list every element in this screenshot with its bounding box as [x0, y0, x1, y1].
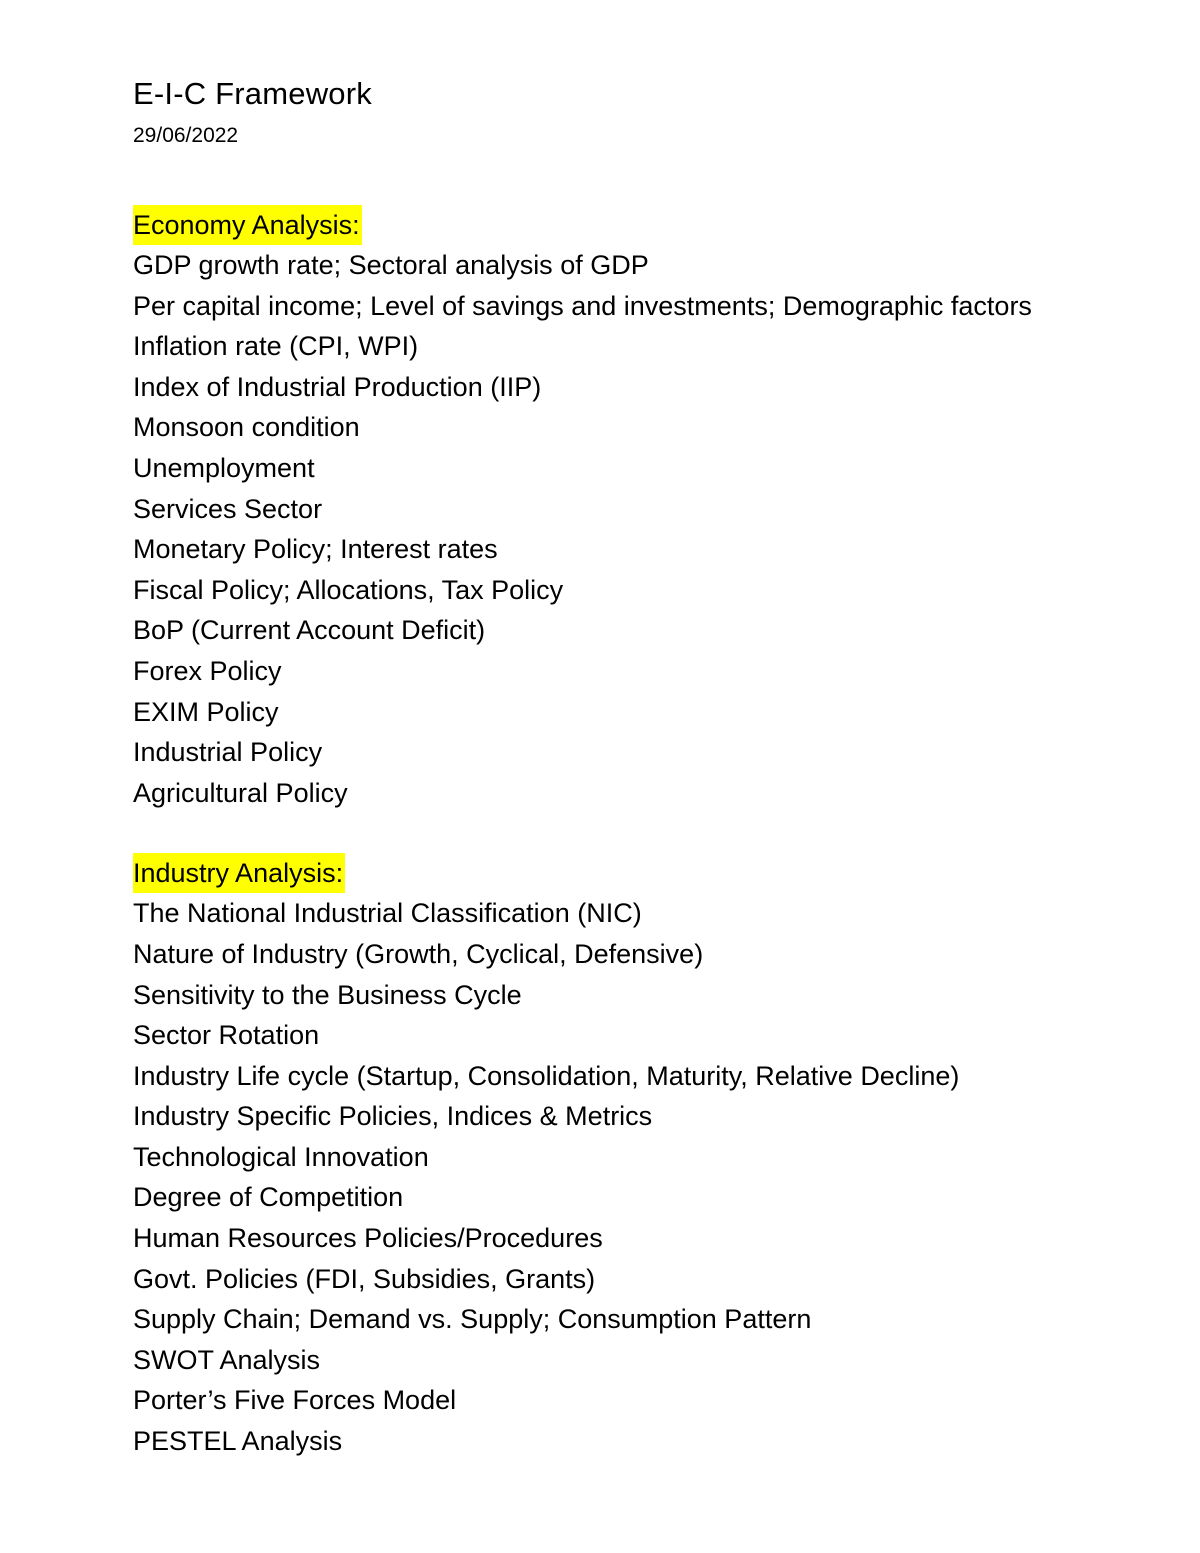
list-item: PESTEL Analysis	[133, 1426, 343, 1457]
list-item: Sector Rotation	[133, 1020, 320, 1051]
list-item: Inflation rate (CPI, WPI)	[133, 331, 419, 362]
list-item: Index of Industrial Production (IIP)	[133, 371, 542, 402]
list-item: SWOT Analysis	[133, 1344, 321, 1375]
list-item: Degree of Competition	[133, 1182, 404, 1213]
list-item: Services Sector	[133, 493, 323, 524]
list-item: Human Resources Policies/Procedures	[133, 1223, 603, 1254]
industry-analysis-heading: Industry Analysis:	[133, 853, 345, 893]
document-body	[133, 74, 1183, 1462]
list-item: Per capital income; Level of savings and investments; Demographic factors	[133, 290, 1032, 321]
list-item: EXIM Policy	[133, 696, 279, 727]
list-item: Monetary Policy; Interest rates	[133, 534, 498, 565]
list-item: BoP (Current Account Deficit)	[133, 615, 486, 646]
list-item: Nature of Industry (Growth, Cyclical, Defensive)	[133, 938, 704, 969]
list-item: GDP growth rate; Sectoral analysis of GDP	[133, 250, 649, 280]
economy-analysis-heading: Economy Analysis:	[133, 205, 362, 245]
document-title: E-I-C Framework	[133, 76, 372, 111]
list-item: Agricultural Policy	[133, 777, 348, 808]
document-date: 29/06/2022	[133, 124, 239, 147]
list-item: Fiscal Policy; Allocations, Tax Policy	[133, 574, 564, 605]
economy-analysis-section	[133, 205, 1183, 813]
list-item: Govt. Policies (FDI, Subsidies, Grants)	[133, 1263, 596, 1294]
list-item: Porter’s Five Forces Model	[133, 1385, 457, 1416]
list-item: Sensitivity to the Business Cycle	[133, 979, 522, 1010]
industry-analysis-list	[133, 893, 1183, 1461]
industry-analysis-section	[133, 853, 1183, 1461]
list-item: Forex Policy	[133, 655, 282, 686]
economy-analysis-list	[133, 245, 1183, 813]
list-item: Industry Specific Policies, Indices & Metrics	[133, 1101, 653, 1132]
list-item: Monsoon condition	[133, 412, 360, 443]
list-item: Industry Life cycle (Startup, Consolidation, Maturity, Relative Decline)	[133, 1060, 960, 1091]
list-item: Supply Chain; Demand vs. Supply; Consumption Pattern	[133, 1304, 812, 1335]
list-item: The National Industrial Classification (NIC)	[133, 898, 642, 929]
list-item: Technological Innovation	[133, 1141, 429, 1172]
list-item: Industrial Policy	[133, 737, 323, 768]
list-item: Unemployment	[133, 452, 315, 483]
